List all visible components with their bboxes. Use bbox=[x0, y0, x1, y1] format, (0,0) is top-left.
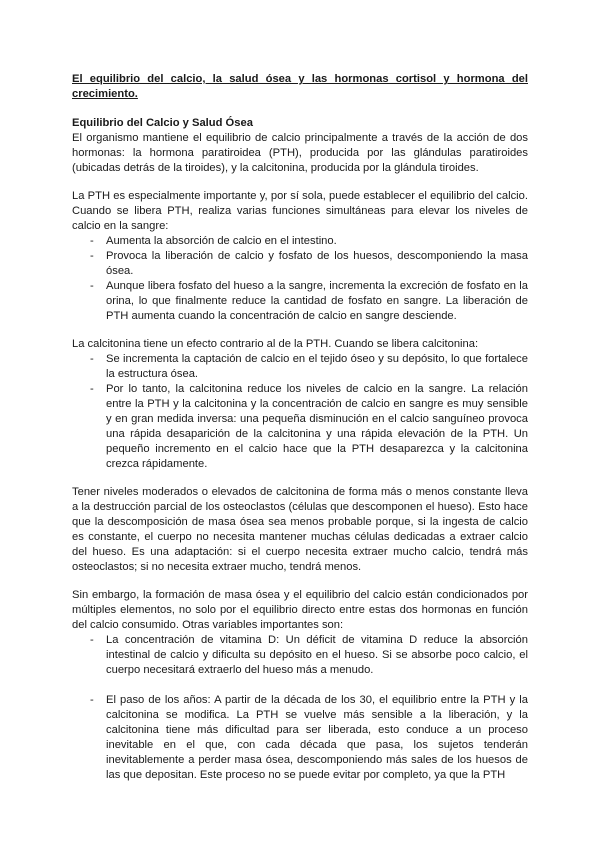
list-item: - Aunque libera fosfato del hueso a la sangre, incrementa la excreción de fosfato en la orina, lo que finalmente reduce la cantidad de fosfato en sangre. La liberación de PTH aumenta cuando la concentración de calcio en sangre desciende. bbox=[90, 280, 528, 322]
factors-list bbox=[72, 633, 528, 783]
factors-intro-paragraph: Sin embargo, la formación de masa ósea y el equilibrio del calcio están condicionados por múltiples elementos, no solo por el equilibrio directo entre estas dos hormonas en función del calcio consumido. Otras variables importantes son: bbox=[72, 589, 528, 631]
list-item: - Se incrementa la captación de calcio en el tejido óseo y su depósito, lo que fortalece la estructura ósea. bbox=[90, 353, 528, 380]
document-title: El equilibrio del calcio, la salud ósea y las hormonas cortisol y hormona del crecimiento. bbox=[72, 73, 528, 100]
section-heading: Equilibrio del Calcio y Salud Ósea bbox=[72, 117, 253, 129]
list-item: - Provoca la liberación de calcio y fosfato de los huesos, descomponiendo la masa ósea. bbox=[90, 250, 528, 277]
list-item: - Aumenta la absorción de calcio en el intestino. bbox=[90, 235, 337, 247]
calcitonin-effects-list bbox=[72, 352, 528, 472]
calcitonin-intro-paragraph: La calcitonina tiene un efecto contrario al de la PTH. Cuando se libera calcitonina: bbox=[72, 338, 479, 350]
pth-intro-paragraph: La PTH es especialmente importante y, por sí sola, puede establecer el equilibrio del calcio. Cuando se libera PTH, realiza varias funciones simultáneas para elevar los niveles de calcio en la sangre: bbox=[72, 190, 528, 232]
list-item: - La concentración de vitamina D: Un déficit de vitamina D reduce la absorción intestinal de calcio y dificulta su depósito en el hueso. Si se absorbe poco calcio, el cuerpo necesitará extraerlo del hueso más a menudo. bbox=[90, 634, 528, 676]
pth-effects-list bbox=[72, 234, 528, 324]
intro-paragraph: El organismo mantiene el equilibrio de calcio principalmente a través de la acción de dos hormonas: la hormona paratiroidea (PTH), producida por las glándulas paratiroides (ubicadas detrás de la tiroides), y la calcitonina, producida por la glándula tiroides. bbox=[72, 132, 528, 174]
osteoclasts-paragraph: Tener niveles moderados o elevados de calcitonina de forma más o menos constante lleva a la destrucción parcial de los osteoclastos (células que descomponen el hueso). Esto hace que la descomposición de masa ósea sea menos probable porque, si la ingesta de calcio es constante, el cuerpo no necesita mantener muchas células dedicadas a extraer calcio del hueso. Es una adaptación: si el cuerpo necesita extraer mucho calcio, tendrá más osteoclastos; si no necesita extraer mucho, tendrá menos. bbox=[72, 486, 528, 573]
list-item: - Por lo tanto, la calcitonina reduce los niveles de calcio en la sangre. La relación entre la PTH y la calcitonina y la concentración de calcio en sangre es muy sensible y en gran medida inversa: una pequeña disminución en el calcio sanguíneo provoca una rápida desaparición de la calcitonina y una rápida elevación de la PTH. Un pequeño incremento en el calcio hace que la PTH desaparezca y la calcitonina crezca rápidamente. bbox=[90, 383, 528, 470]
list-item: - El paso de los años: A partir de la década de los 30, el equilibrio entre la PTH y la calcitonina se modifica. La PTH se vuelve más sensible a la liberación, y la calcitonina tiene más dificultad para ser liberada, esto conduce a un proceso inevitable en el que, con cada década que pasa, los sujetos tenderán inevitablemente a perder masa ósea, descomponiendo más sales de los huesos de las que depositan. Este proceso no se puede evitar por completo, ya que la PTH bbox=[90, 694, 528, 781]
